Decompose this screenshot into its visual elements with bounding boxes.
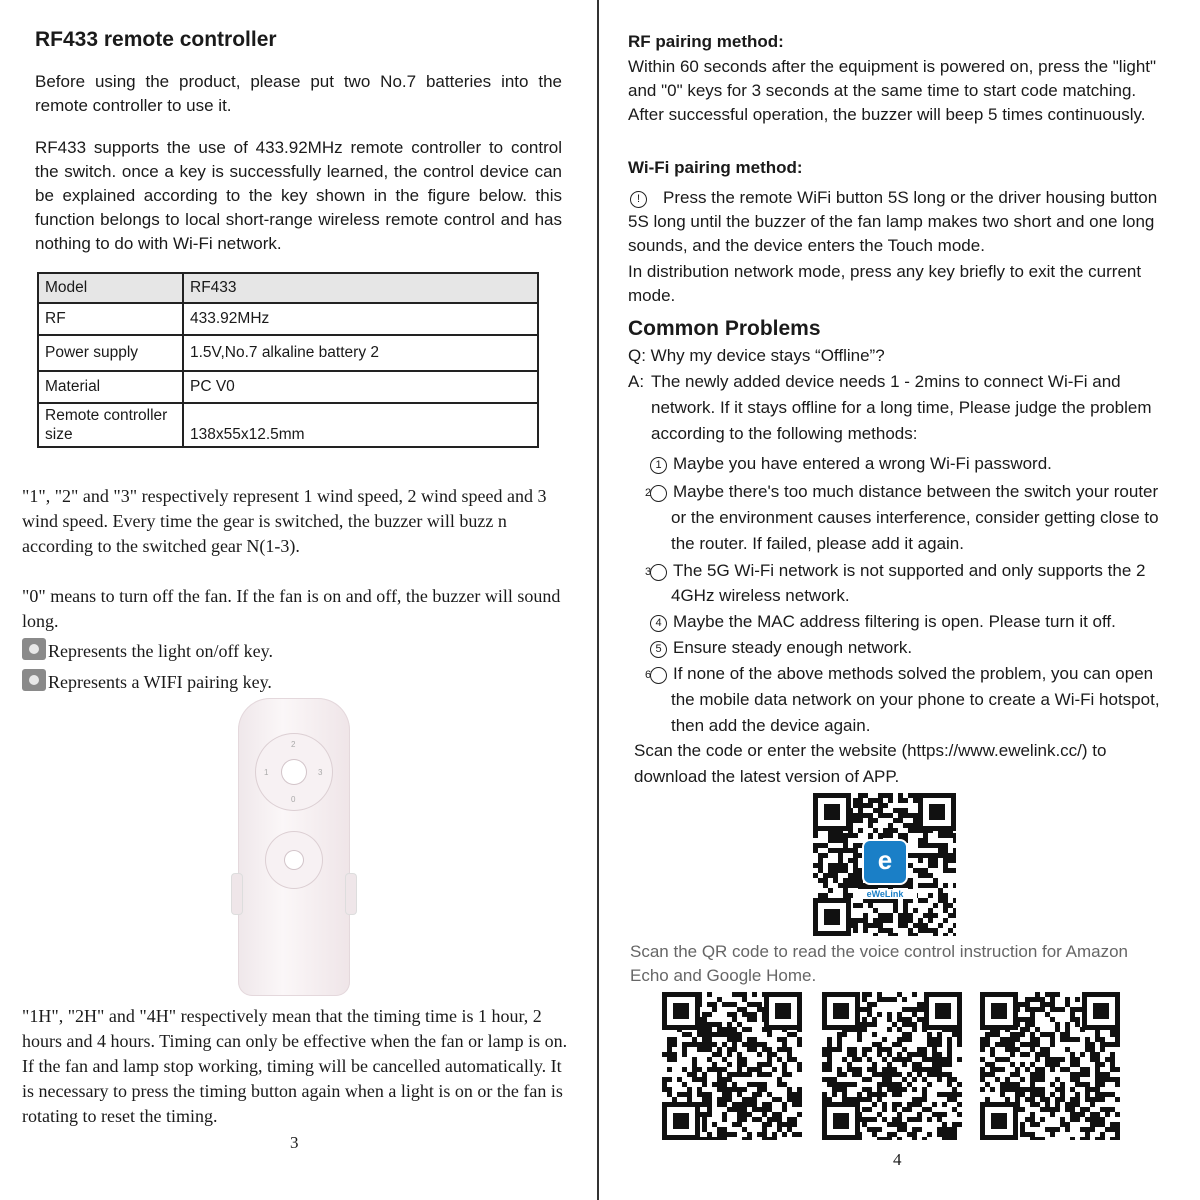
light-key-text: Represents the light on/off key.: [48, 641, 273, 661]
table-value: 1.5V,No.7 alkaline battery 2: [183, 335, 538, 371]
rf-pairing-text: Within 60 seconds after the equipment is powered on, press the "light" and "0" keys for 3 seconds at the same time to start code matching. After successful operation, the buzzer will beep 5 times continuously.: [628, 57, 1157, 124]
voice-control-text: Scan the QR code to read the voice control instruction for Amazon Echo and Google Home.: [630, 942, 1128, 985]
table-label: Material: [38, 371, 183, 403]
light-key-line: [22, 638, 574, 664]
page-number-left: 3: [290, 1133, 299, 1152]
table-label: Model: [38, 273, 183, 303]
info-icon: !: [630, 191, 647, 208]
page-divider: [597, 0, 599, 1200]
wifi-key-text: Represents a WIFI pairing key.: [48, 672, 272, 692]
voice-qr-code[interactable]: [822, 992, 962, 1140]
list-item: 5 Ensure steady enough network.: [650, 635, 1160, 660]
app-qr-code[interactable]: [813, 793, 956, 936]
table-value: 433.92MHz: [183, 303, 538, 335]
table-label: Power supply: [38, 335, 183, 371]
list-item: 3 The 5G Wi-Fi network is not supported and only supports the 2 4GHz wireless network.: [644, 561, 1146, 605]
light-key-icon: [22, 638, 46, 660]
common-problems-title: Common Problems: [628, 317, 821, 340]
page-number-right: 4: [893, 1150, 902, 1169]
ewelink-caption: eWeLink: [853, 889, 917, 899]
wifi-pairing-text: ! Press the remote WiFi button 5S long or the driver housing button 5S long until the buzzer of the fan lamp makes two short and one long sounds, and the device enters the Touch mode.: [628, 188, 1158, 255]
voice-qr-code[interactable]: [662, 992, 802, 1140]
list-item: 4 Maybe the MAC address filtering is open. Please turn it off.: [650, 609, 1160, 634]
list-item: 1 Maybe you have entered a wrong Wi-Fi password.: [650, 451, 1160, 476]
wifi-key-line: [22, 669, 574, 695]
table-row: [38, 371, 538, 403]
scan-text: Scan the code or enter the website (https://www.ewelink.cc/) to download the latest version of APP.: [634, 741, 1107, 786]
wifi-pairing-title: Wi-Fi pairing method:: [628, 158, 803, 177]
wifi-exit-text: In distribution network mode, press any key briefly to exit the current mode.: [628, 262, 1142, 305]
table-label: Remote controller size: [38, 403, 183, 447]
off-paragraph: "0" means to turn off the fan. If the fan is on and off, the buzzer will sound long.: [22, 586, 561, 631]
left-title: RF433 remote controller: [35, 28, 277, 51]
wifi-button-icon: [285, 851, 303, 869]
light-button-icon: [282, 760, 306, 784]
voice-qr-code[interactable]: [980, 992, 1120, 1140]
table-value: PC V0: [183, 371, 538, 403]
answer-prefix: A:: [628, 372, 645, 391]
remote-controller-image: 2 1 3 0: [238, 698, 350, 996]
list-item: 2 Maybe there's too much distance between the switch your router or the environment causes interference, consider getting close to the router. If failed, please add it again.: [644, 482, 1159, 553]
table-label: RF: [38, 303, 183, 335]
timing-paragraph: "1H", "2H" and "4H" respectively mean that the timing time is 1 hour, 2 hours and 4 hours. Timing can only be effective when the fan or lamp is on. If the fan and lamp stop working, timing will be cancelled automatically. It is necessary to press the timing button again when a light is on or the fan is rotating to reset the timing.: [22, 1006, 568, 1126]
rf-pairing-title: RF pairing method:: [628, 32, 784, 51]
rf433-paragraph: RF433 supports the use of 433.92MHz remote controller to control the switch. once a key is successfully learned, the control device can be explained according to the key shown in the figure below. this function belongs to local short-range wireless remote control and has nothing to do with Wi-Fi network.: [35, 138, 562, 253]
table-row: [38, 273, 538, 303]
table-value: RF433: [183, 273, 538, 303]
spec-table: [37, 272, 539, 448]
list-item: 6 If none of the above methods solved the problem, you can open the mobile data network on your phone to create a Wi-Fi hotspot, then add the device again.: [644, 664, 1160, 735]
table-row: [38, 303, 538, 335]
table-row: [38, 335, 538, 371]
ewelink-logo: e: [862, 839, 908, 885]
question-text: Q: Why my device stays “Offline”?: [628, 346, 885, 365]
battery-paragraph: Before using the product, please put two No.7 batteries into the remote controller to use it.: [35, 72, 562, 115]
wifi-key-icon: [22, 669, 46, 691]
table-value: 138x55x12.5mm: [183, 403, 538, 447]
answer-text: The newly added device needs 1 - 2mins to connect Wi-Fi and network. If it stays offline for a long time, Please judge the problem according to the following methods:: [651, 372, 1152, 443]
table-row: [38, 403, 538, 447]
speeds-paragraph: "1", "2" and "3" respectively represent 1 wind speed, 2 wind speed and 3 wind speed. Every time the gear is switched, the buzzer will buzz n according to the switched gear N(1-3).: [22, 486, 547, 556]
